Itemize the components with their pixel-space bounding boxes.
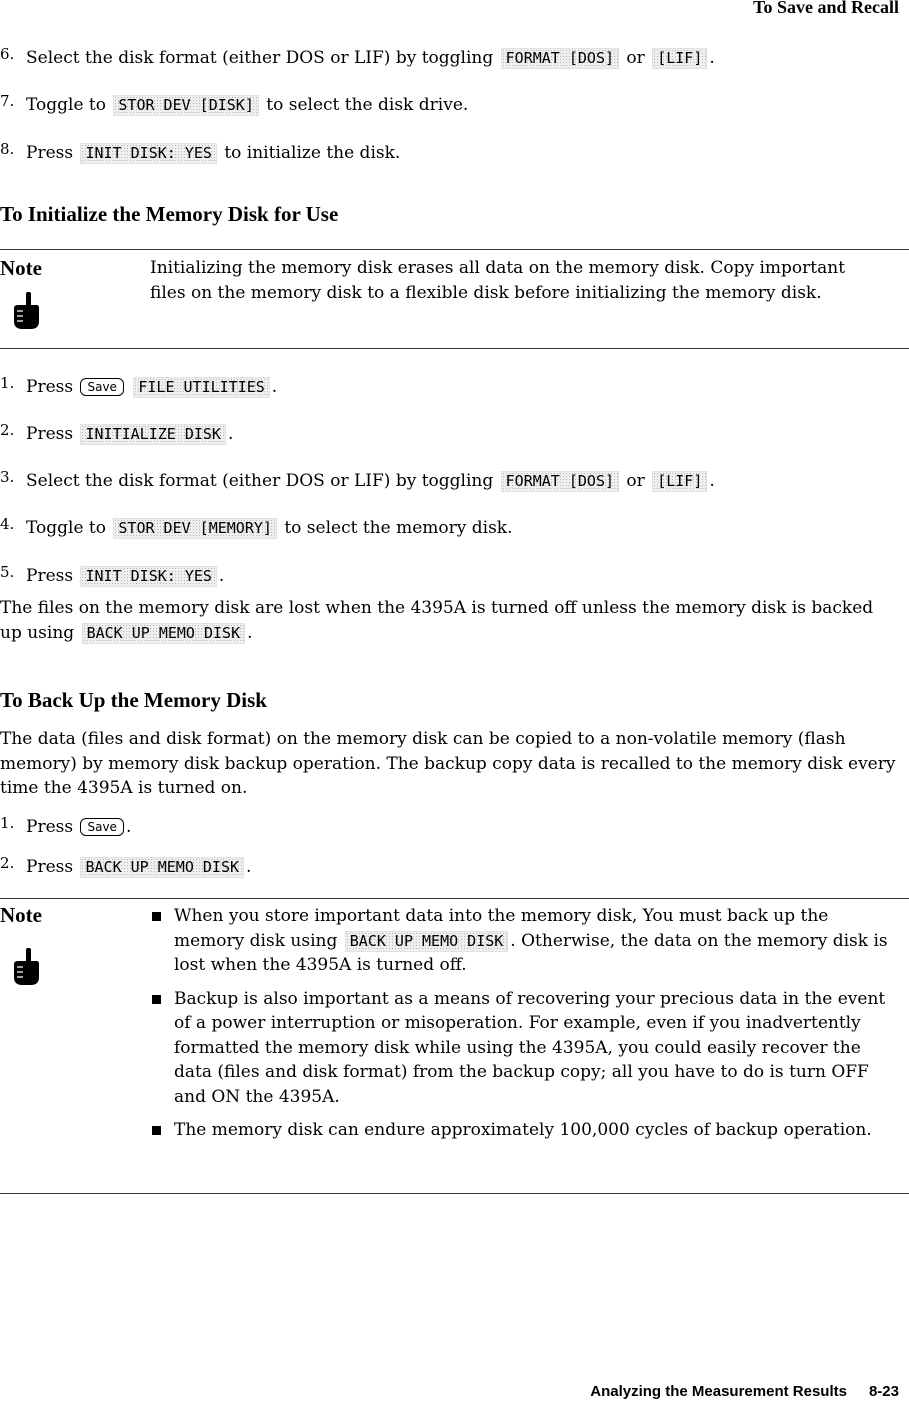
note2-bullet-list	[150, 904, 895, 1152]
softkey-label: FILE UTILITIES	[133, 377, 269, 398]
init-step-4: 4. Toggle to STOR DEV [MEMORY] to select the memory disk.	[0, 515, 513, 538]
section-heading-initialize: To Initialize the Memory Disk for Use	[0, 202, 339, 226]
note2-bullet	[150, 987, 895, 1110]
note2-bottom-rule	[0, 1193, 909, 1194]
softkey-label: FORMAT [DOS]	[501, 471, 619, 492]
init-step-3: 3. Select the disk format (either DOS or LIF) by toggling FORMAT [DOS] or [LIF] .	[0, 468, 715, 491]
step-number: 5.	[0, 563, 15, 581]
softkey-label: STOR DEV [DISK]	[113, 95, 258, 116]
step-6: 6. Select the disk format (either DOS or LIF) by toggling FORMAT [DOS] or [LIF] .	[0, 45, 715, 68]
hardkey-label: Save	[80, 378, 123, 396]
softkey-label: BACK UP MEMO DISK	[80, 857, 244, 878]
backup-step-1: 1. Press Save .	[0, 814, 132, 837]
note-top-rule	[0, 249, 909, 250]
softkey-label: [LIF]	[652, 471, 707, 492]
note2-bullet	[150, 1118, 895, 1143]
step-number: 8.	[0, 140, 15, 158]
note-label: Note	[0, 256, 42, 280]
note-text-initialize: Initializing the memory disk erases all data on the memory disk. Copy important files on the memory disk to a flexible disk before initializing the memory disk.	[150, 258, 846, 303]
step-8: 8. Press INIT DISK: YES to initialize the disk.	[0, 140, 401, 163]
step-number: 4.	[0, 515, 15, 533]
bullet-text: The memory disk can endure approximately 100,000 cycles of backup operation.	[174, 1120, 872, 1140]
softkey-label: BACK UP MEMO DISK	[82, 623, 246, 644]
step-number: 3.	[0, 468, 15, 486]
hardkey-label: Save	[80, 818, 123, 836]
step-number: 7.	[0, 92, 15, 110]
bullet-square-icon	[152, 995, 161, 1004]
bullet-square-icon	[152, 1126, 161, 1135]
footer-page-number: 8-23	[868, 1383, 899, 1400]
footer-chapter: Analyzing the Measurement Results	[590, 1383, 847, 1400]
init-closing-paragraph: The files on the memory disk are lost when the 4395A is turned off unless the memory disk is backed up using BACK UP MEMO DISK .	[0, 598, 874, 643]
pointing-hand-icon	[11, 947, 41, 987]
step-number: 2.	[0, 421, 15, 439]
pointing-hand-icon	[11, 291, 41, 331]
note2-bullet	[150, 904, 895, 978]
step-7: 7. Toggle to STOR DEV [DISK] to select the disk drive.	[0, 92, 469, 115]
softkey-label: INIT DISK: YES	[80, 143, 216, 164]
section-heading-backup: To Back Up the Memory Disk	[0, 688, 267, 712]
note-bottom-rule	[0, 348, 909, 349]
bullet-text: Backup is also important as a means of recovering your precious data in the event of a power interruption or misoperation. For example, even if you inadvertently formatted the memory disk while using the 4395A, you could easily recover the data (files and disk format) from the backup copy; all you have to do is turn OFF and ON the 4395A.	[174, 988, 886, 1107]
softkey-label: FORMAT [DOS]	[501, 48, 619, 69]
bullet-square-icon	[152, 912, 161, 921]
page-footer	[590, 1383, 899, 1400]
step-number: 1.	[0, 814, 15, 832]
softkey-label: BACK UP MEMO DISK	[345, 931, 509, 952]
init-step-1: 1. Press Save FILE UTILITIES .	[0, 374, 278, 397]
softkey-label: [LIF]	[652, 48, 707, 69]
backup-step-2: 2. Press BACK UP MEMO DISK .	[0, 854, 252, 877]
note2-label: Note	[0, 903, 42, 927]
backup-intro-paragraph: The data (files and disk format) on the memory disk can be copied to a non-volatile memory (flash memory) by memory disk backup operation. The backup copy data is recalled to the memory disk every time the 4395A is turned on.	[0, 729, 896, 798]
step-number: 1.	[0, 374, 15, 392]
softkey-label: INITIALIZE DISK	[80, 424, 225, 445]
softkey-label: STOR DEV [MEMORY]	[113, 518, 277, 539]
bullet-text: When you store important data into the memory disk, You must back up the memory disk using BACK UP MEMO DISK . Otherwise, the data on the memory disk is lost when the 4395A is turned off.	[174, 906, 888, 975]
step-number: 2.	[0, 854, 15, 872]
softkey-label: INIT DISK: YES	[80, 566, 216, 587]
init-step-5: 5. Press INIT DISK: YES .	[0, 563, 225, 586]
init-step-2: 2. Press INITIALIZE DISK .	[0, 421, 234, 444]
note2-top-rule	[0, 898, 909, 899]
step-number: 6.	[0, 45, 15, 63]
running-header: To Save and Recall	[753, 0, 899, 17]
